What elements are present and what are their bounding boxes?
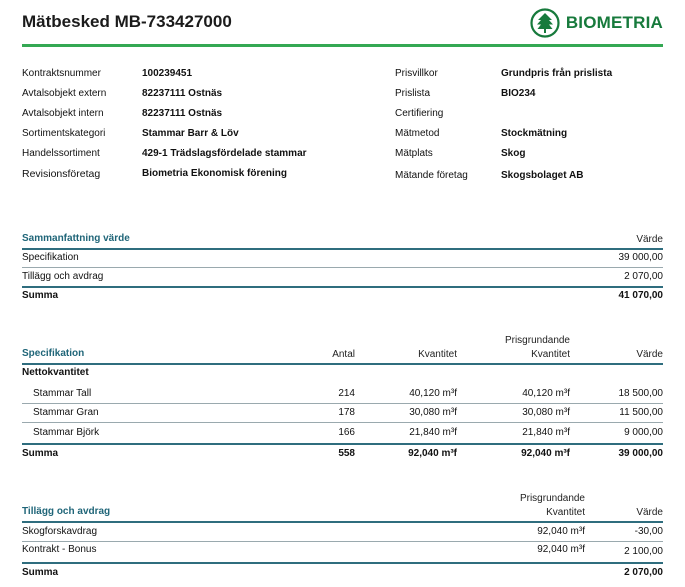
brand-logo xyxy=(530,8,663,38)
spec-row-antal: 166 xyxy=(338,427,355,438)
adj-total-varde: 2 070,00 xyxy=(624,567,663,578)
spec-total-kvantitet: 92,040 m³f xyxy=(408,448,457,459)
spec-header-rule xyxy=(22,363,663,365)
spec-total-varde: 39 000,00 xyxy=(618,448,663,459)
spec-row-antal: 214 xyxy=(338,388,355,399)
spec-row-kvantitet: 30,080 m³f xyxy=(409,407,457,418)
spec-header-kvantitet: Kvantitet xyxy=(418,349,457,360)
adj-header-rule xyxy=(22,521,663,523)
adj-header-kvantitet: Kvantitet xyxy=(546,507,585,518)
adj-row-pris-kvantitet: 92,040 m³f xyxy=(537,544,585,555)
adj-row-label: Skogforskavdrag xyxy=(22,526,98,537)
spec-row-antal: 178 xyxy=(338,407,355,418)
spec-group-label: Nettokvantitet xyxy=(22,367,89,378)
spec-row-varde: 18 500,00 xyxy=(618,388,663,399)
spec-header-antal: Antal xyxy=(332,349,355,360)
summary-row-value: 2 070,00 xyxy=(624,271,663,282)
measurement-report: Mätbesked MB-733427000 BIOMETRIA Kontraktsnummer 100239451 Avtalsobjekt extern 82237111 Ostnäs Avtalsobjekt intern 82237111 Ostnäs Sortimentskategori Stammar Barr & Löv Handelssortiment 429-1 Trädslagsfördelade stammar Revisionsföretag Biometria Ekonomisk förening Prisvillkor Grundpris från prislista Prislista BIO234 Certifiering Mätmetod Stockmätning Mätplats Skog Mätande företag Skogsbolaget AB Sammanfattning värde Värde Specifikation 39 000,00 Tillägg och avdrag 2 070,00 Summa 41 070,00 Prisgrundande Specifikation Antal Kvantitet Kvantitet Värde Nettokvantitet Stammar Tall 214 40,120 m³f 40,120 m³f 18 500,00 Stammar Gran 178 30,080 m³f 30,080 m³f 11 500,00 Stammar Björk 166 21,840 m³f 21,840 m³f 9 000,00 Summa 558 92,040 m³f 92,040 m³f 39 000,00 Prisgrundande Tillägg och avdrag Kvantitet Värde Skogforskavdrag 92,040 m³f -30,00 Kontrakt - Bonus 92,040 m³f 2 100,00 Summa 2 070,00 xyxy=(0,0,685,587)
logo-wordmark: BIOMETRIA xyxy=(565,13,663,32)
spec-row-label: Stammar Tall xyxy=(33,388,92,399)
spec-row-pris-kvantitet: 30,080 m³f xyxy=(522,407,570,418)
tree-logo-icon xyxy=(530,8,560,38)
adj-row-label: Kontrakt - Bonus xyxy=(22,544,97,555)
summary-row-label: Tillägg och avdrag xyxy=(22,271,104,282)
summary-value-header: Värde xyxy=(636,234,663,245)
summary-title: Sammanfattning värde xyxy=(22,233,130,244)
specification-title: Specifikation xyxy=(22,348,85,359)
adj-row-pris-kvantitet: 92,040 m³f xyxy=(537,526,585,537)
spec-row-varde: 9 000,00 xyxy=(624,427,663,438)
adj-total-rule xyxy=(22,562,663,564)
spec-total-antal: 558 xyxy=(338,448,355,459)
page-title: Mätbesked MB-733427000 xyxy=(22,12,232,31)
spec-total-rule xyxy=(22,443,663,445)
summary-row-label: Specifikation xyxy=(22,252,79,263)
adj-header-varde: Värde xyxy=(636,507,663,518)
spec-row-kvantitet: 40,120 m³f xyxy=(409,388,457,399)
spec-header-prisgrundande: Prisgrundande xyxy=(504,335,570,346)
adj-header-prisgrundande: Prisgrundande xyxy=(519,493,585,504)
spec-row-kvantitet: 21,840 m³f xyxy=(409,427,457,438)
spec-row-pris-kvantitet: 21,840 m³f xyxy=(522,427,570,438)
adj-row-varde: -30,00 xyxy=(634,526,663,537)
summary-row-divider xyxy=(22,267,663,268)
adj-row-divider xyxy=(22,541,663,542)
spec-total-label: Summa xyxy=(22,448,59,459)
spec-row-varde: 11 500,00 xyxy=(619,407,663,418)
header-divider xyxy=(22,44,663,47)
spec-total-pris-kvantitet: 92,040 m³f xyxy=(521,448,570,459)
adj-row-varde: 2 100,00 xyxy=(624,546,663,557)
summary-total-label: Summa xyxy=(22,290,59,301)
spec-row-pris-kvantitet: 40,120 m³f xyxy=(522,388,570,399)
summary-row-value: 39 000,00 xyxy=(618,252,663,263)
spec-row-divider xyxy=(22,403,663,404)
summary-header-rule xyxy=(22,248,663,250)
spec-row-label: Stammar Björk xyxy=(33,427,100,438)
summary-total-rule xyxy=(22,286,663,288)
summary-total-value: 41 070,00 xyxy=(618,290,663,301)
spec-row-divider xyxy=(22,422,663,423)
spec-row-label: Stammar Gran xyxy=(33,407,99,418)
spec-header-varde: Värde xyxy=(636,349,663,360)
adj-total-label: Summa xyxy=(22,567,59,578)
spec-header-kvantitet-2: Kvantitet xyxy=(531,349,570,360)
adjustments-title: Tillägg och avdrag xyxy=(22,506,111,517)
